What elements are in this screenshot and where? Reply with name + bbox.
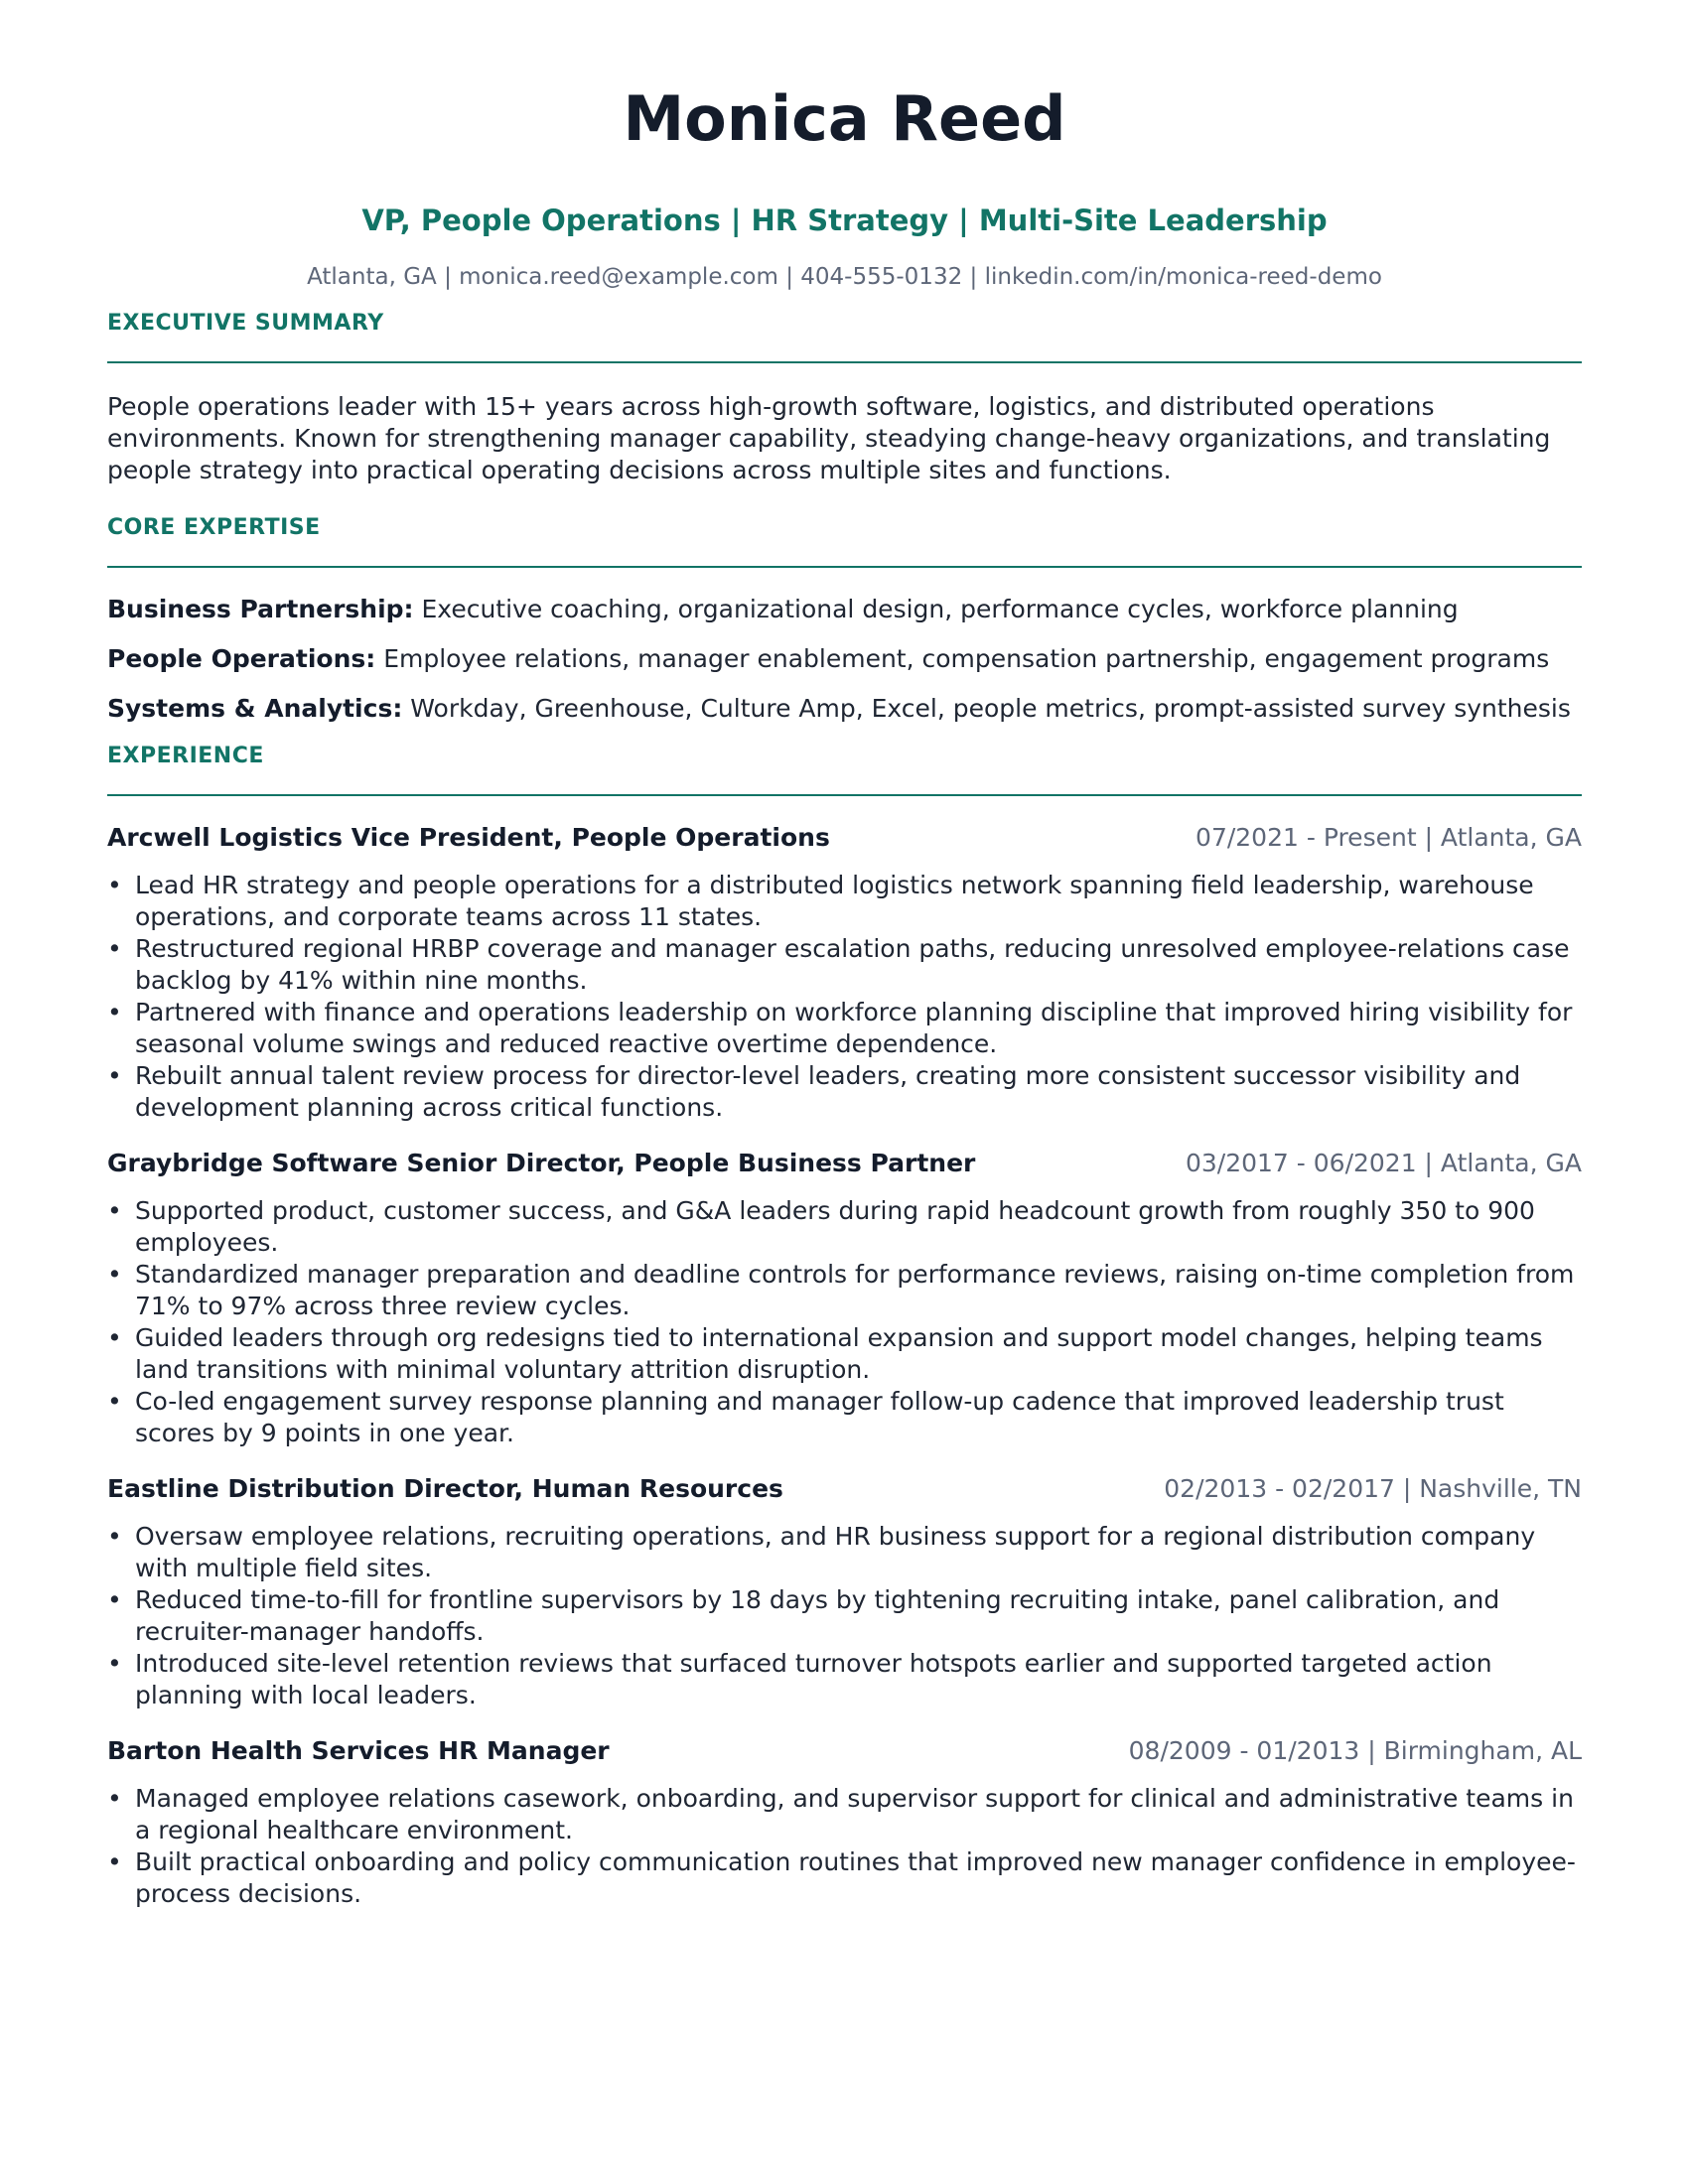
- list-item: [107, 1783, 1582, 1846]
- expertise-text: Executive coaching, organizational design, performance cycles, workforce planning: [413, 595, 1459, 623]
- job-heading: Barton Health Services HR Manager: [107, 1736, 610, 1765]
- candidate-name: Monica Reed: [623, 82, 1066, 155]
- job-entry: [107, 1148, 1582, 1449]
- job-entry: [107, 1473, 1582, 1711]
- expertise-text: Employee relations, manager enablement, compensation partnership, engagement programs: [375, 644, 1550, 673]
- bullet-text: Reduced time-to-fill for frontline supervisors by 18 days by tightening recruiting intake, panel calibration, and recruiter-manager handoffs.: [135, 1585, 1500, 1646]
- bullet-text: Restructured regional HRBP coverage and manager escalation paths, reducing unresolved employee-relations case backlog by 41% within nine months.: [135, 934, 1570, 995]
- job-dates-location: 03/2017 - 06/2021 | Atlanta, GA: [1185, 1149, 1582, 1177]
- expertise-label: Business Partnership:: [107, 595, 414, 623]
- job-heading: Eastline Distribution Director, Human Resources: [107, 1474, 783, 1503]
- job-header: [107, 822, 1582, 854]
- section-title: CORE EXPERTISE: [107, 515, 321, 540]
- job-entry: [107, 1735, 1582, 1910]
- job-heading: Arcwell Logistics Vice President, People Operations: [107, 823, 830, 852]
- job-dates-location: 02/2013 - 02/2017 | Nashville, TN: [1164, 1474, 1582, 1503]
- section-divider: [107, 361, 1582, 363]
- bullet-text: Supported product, customer success, and G&A leaders during rapid headcount growth from roughly 350 to 900 employees.: [135, 1196, 1535, 1257]
- bullet-marker: •: [107, 871, 122, 899]
- bullet-marker: •: [107, 1522, 122, 1551]
- bullet-marker: •: [107, 1847, 122, 1876]
- list-item: [107, 1386, 1582, 1449]
- section-experience: [107, 743, 1582, 1910]
- job-dates-location: 07/2021 - Present | Atlanta, GA: [1196, 823, 1582, 852]
- job-dates-location: 08/2009 - 01/2013 | Birmingham, AL: [1128, 1736, 1582, 1765]
- list-item: [107, 1060, 1582, 1124]
- bullet-text: Guided leaders through org redesigns tied to international expansion and support model changes, helping teams land transitions with minimal voluntary attrition disruption.: [135, 1323, 1543, 1384]
- list-item: [107, 870, 1582, 933]
- job-bullets: [107, 1521, 1582, 1711]
- bullet-marker: •: [107, 1649, 122, 1678]
- section-core-expertise: [107, 514, 1582, 725]
- summary-text: People operations leader with 15+ years across high-growth software, logistics, and distributed operations environments. Known for strengthening manager capability, steadying change-heavy organizations, and translating people strategy into practical operating decisions across multiple sites and functions.: [107, 392, 1551, 484]
- expertise-item: [107, 693, 1582, 725]
- bullet-text: Standardized manager preparation and deadline controls for performance reviews, raising on-time completion from 71% to 97% across three review cycles.: [135, 1260, 1575, 1320]
- list-item: [107, 1846, 1582, 1910]
- expertise-text: Workday, Greenhouse, Culture Amp, Excel, people metrics, prompt-assisted survey synthesis: [402, 694, 1571, 723]
- job-bullets: [107, 1783, 1582, 1910]
- bullet-marker: •: [107, 998, 122, 1026]
- list-item: [107, 997, 1582, 1060]
- bullet-marker: •: [107, 1260, 122, 1289]
- bullet-marker: •: [107, 1585, 122, 1614]
- bullet-text: Built practical onboarding and policy communication routines that improved new manager confidence in employee-process decisions.: [135, 1847, 1576, 1908]
- professional-headline: VP, People Operations | HR Strategy | Multi-Site Leadership: [361, 204, 1328, 237]
- job-entry: [107, 822, 1582, 1124]
- bullet-text: Introduced site-level retention reviews that surfaced turnover hotspots earlier and supported targeted action planning with local leaders.: [135, 1649, 1492, 1709]
- job-header: [107, 1473, 1582, 1505]
- section-divider: [107, 794, 1582, 796]
- bullet-marker: •: [107, 1061, 122, 1090]
- bullet-text: Oversaw employee relations, recruiting operations, and HR business support for a regional distribution company with multiple field sites.: [135, 1522, 1536, 1582]
- list-item: [107, 1584, 1582, 1648]
- bullet-marker: •: [107, 934, 122, 963]
- section-title: EXECUTIVE SUMMARY: [107, 311, 384, 336]
- section-executive-summary: [107, 310, 1582, 486]
- list-item: [107, 1648, 1582, 1711]
- section-divider: [107, 566, 1582, 568]
- bullet-text: Managed employee relations casework, onboarding, and supervisor support for clinical and administrative teams in a regional healthcare environment.: [135, 1784, 1574, 1844]
- bullet-text: Partnered with finance and operations leadership on workforce planning discipline that improved hiring visibility for seasonal volume swings and reduced reactive overtime dependence.: [135, 998, 1573, 1058]
- bullet-marker: •: [107, 1784, 122, 1813]
- resume-page: [107, 0, 1582, 1910]
- job-bullets: [107, 1195, 1582, 1449]
- expertise-label: Systems & Analytics:: [107, 694, 403, 723]
- job-heading: Graybridge Software Senior Director, People Business Partner: [107, 1149, 976, 1177]
- section-title: EXPERIENCE: [107, 744, 264, 768]
- job-header: [107, 1148, 1582, 1179]
- expertise-item: [107, 643, 1582, 675]
- bullet-text: Lead HR strategy and people operations for a distributed logistics network spanning field leadership, warehouse operations, and corporate teams across 11 states.: [135, 871, 1534, 931]
- bullet-marker: •: [107, 1196, 122, 1225]
- job-header: [107, 1735, 1582, 1767]
- job-bullets: [107, 870, 1582, 1124]
- bullet-text: Co-led engagement survey response planning and manager follow-up cadence that improved leadership trust scores by 9 points in one year.: [135, 1387, 1504, 1447]
- expertise-label: People Operations:: [107, 644, 376, 673]
- list-item: [107, 1521, 1582, 1584]
- bullet-marker: •: [107, 1387, 122, 1416]
- bullet-marker: •: [107, 1323, 122, 1352]
- expertise-item: [107, 594, 1582, 625]
- list-item: [107, 933, 1582, 997]
- list-item: [107, 1322, 1582, 1386]
- list-item: [107, 1259, 1582, 1322]
- contact-line: Atlanta, GA | monica.reed@example.com | 404-555-0132 | linkedin.com/in/monica-reed-demo: [307, 264, 1382, 290]
- bullet-text: Rebuilt annual talent review process for director-level leaders, creating more consistent successor visibility and development planning across critical functions.: [135, 1061, 1521, 1122]
- list-item: [107, 1195, 1582, 1259]
